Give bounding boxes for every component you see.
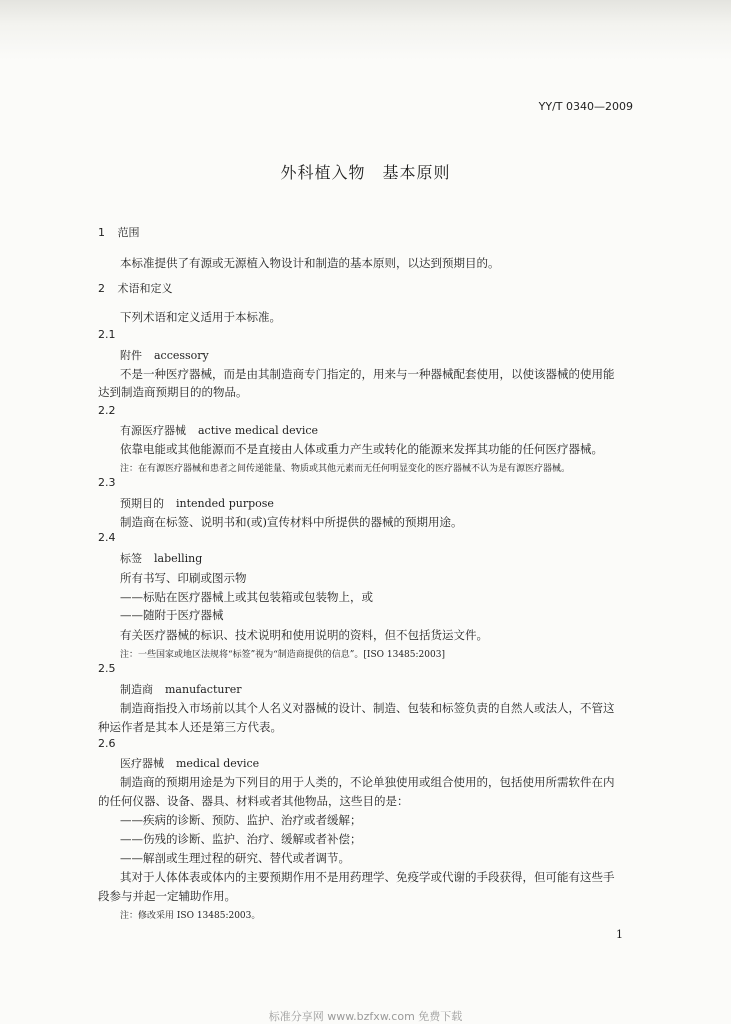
term-2-6-heading: [120, 755, 259, 771]
term-2-3-heading: [120, 495, 274, 511]
note: 注：修改采用 ISO 13485:2003。: [120, 911, 261, 921]
section-number: 1: [98, 226, 105, 239]
term-en: medical device: [176, 757, 260, 770]
section-title: 术语和定义: [117, 282, 173, 295]
term-number: 2.5: [98, 662, 116, 675]
definition-line: 依靠电能或其他能源而不是直接由人体或重力产生或转化的能源来发挥其功能的任何医疗器械。: [120, 442, 603, 456]
term-number: 2.3: [98, 476, 116, 489]
term-en: manufacturer: [165, 683, 242, 696]
definition-line: ——标贴在医疗器械上或其包装箱或包装物上，或: [120, 590, 373, 604]
term-en: labelling: [154, 552, 203, 565]
note: 注：一些国家或地区法规将“标签”视为“制造商提供的信息”。[ISO 13485:2003]: [120, 650, 445, 660]
definition-line: 制造商在标签、说明书和(或)宣传材料中所提供的器械的预期用途。: [120, 515, 463, 529]
term-zh: 标签: [120, 552, 142, 565]
section-number: 2: [98, 282, 105, 295]
term-zh: 附件: [120, 349, 142, 362]
term-en: accessory: [154, 349, 209, 362]
definition-line: 有关医疗器械的标识、技术说明和使用说明的资料，但不包括货运文件。: [120, 628, 488, 642]
definition-line: ——随附于医疗器械: [120, 608, 224, 622]
definition-line: 制造商的预期用途是为下列目的用于人类的，不论单独使用或组合使用的，包括使用所需软件在内: [120, 775, 615, 789]
document-title: 外科植入物 基本原则: [280, 163, 451, 182]
term-number: 2.4: [98, 531, 116, 544]
term-number: 2.1: [98, 328, 116, 341]
definition-line: 不是一种医疗器械，而是由其制造商专门指定的，用来与一种器械配套使用，以使该器械的使用能: [120, 367, 615, 381]
definition-line: 段参与并起一定辅助作用。: [98, 889, 236, 903]
term-number: 2.2: [98, 404, 116, 417]
section-1-body: 本标准提供了有源或无源植入物设计和制造的基本原则，以达到预期目的。: [120, 256, 500, 270]
standard-number: YY/T 0340—2009: [538, 100, 633, 113]
term-2-2-heading: [120, 422, 318, 438]
definition-line: ——解剖或生理过程的研究、替代或者调节。: [120, 851, 350, 865]
term-zh: 制造商: [120, 683, 153, 696]
definition-line: 制造商指投入市场前以其个人名义对器械的设计、制造、包装和标签负责的自然人或法人，不管这: [120, 701, 615, 715]
page-number: 1: [616, 928, 623, 941]
scan-edge-shadow: [0, 0, 731, 60]
definition-line: 其对于人体体表或体内的主要预期作用不是用药理学、免疫学或代谢的手段获得，但可能有这些手: [120, 870, 615, 884]
definition-line: 种运作者是其本人还是第三方代表。: [98, 720, 282, 734]
section-2-heading: [98, 280, 173, 296]
section-title: 范围: [117, 226, 140, 239]
term-2-5-heading: [120, 681, 241, 697]
term-number: 2.6: [98, 737, 116, 750]
definition-line: 的任何仪器、设备、器具、材料或者其他物品，这些目的是：: [98, 794, 409, 808]
term-en: intended purpose: [176, 497, 274, 510]
term-2-4-heading: [120, 550, 202, 566]
footer-watermark: 标准分享网 www.bzfxw.com 免费下载: [268, 1010, 463, 1023]
term-zh: 医疗器械: [120, 757, 164, 770]
note: 注：在有源医疗器械和患者之间传递能量、物质或其他元素而无任何明显变化的医疗器械不认为是有源医疗器械。: [120, 464, 571, 474]
definition-line: 达到制造商预期目的的物品。: [98, 385, 248, 399]
term-en: active medical device: [198, 424, 319, 437]
definition-line: ——疾病的诊断、预防、监护、治疗或者缓解；: [120, 813, 362, 827]
section-1-heading: [98, 224, 140, 240]
term-zh: 有源医疗器械: [120, 424, 186, 437]
term-2-1-heading: [120, 347, 209, 363]
term-zh: 预期目的: [120, 497, 164, 510]
definition-line: 所有书写、印刷或图示物: [120, 571, 247, 585]
section-2-intro: 下列术语和定义适用于本标准。: [120, 310, 281, 324]
definition-line: ——伤残的诊断、监护、治疗、缓解或者补偿；: [120, 832, 362, 846]
